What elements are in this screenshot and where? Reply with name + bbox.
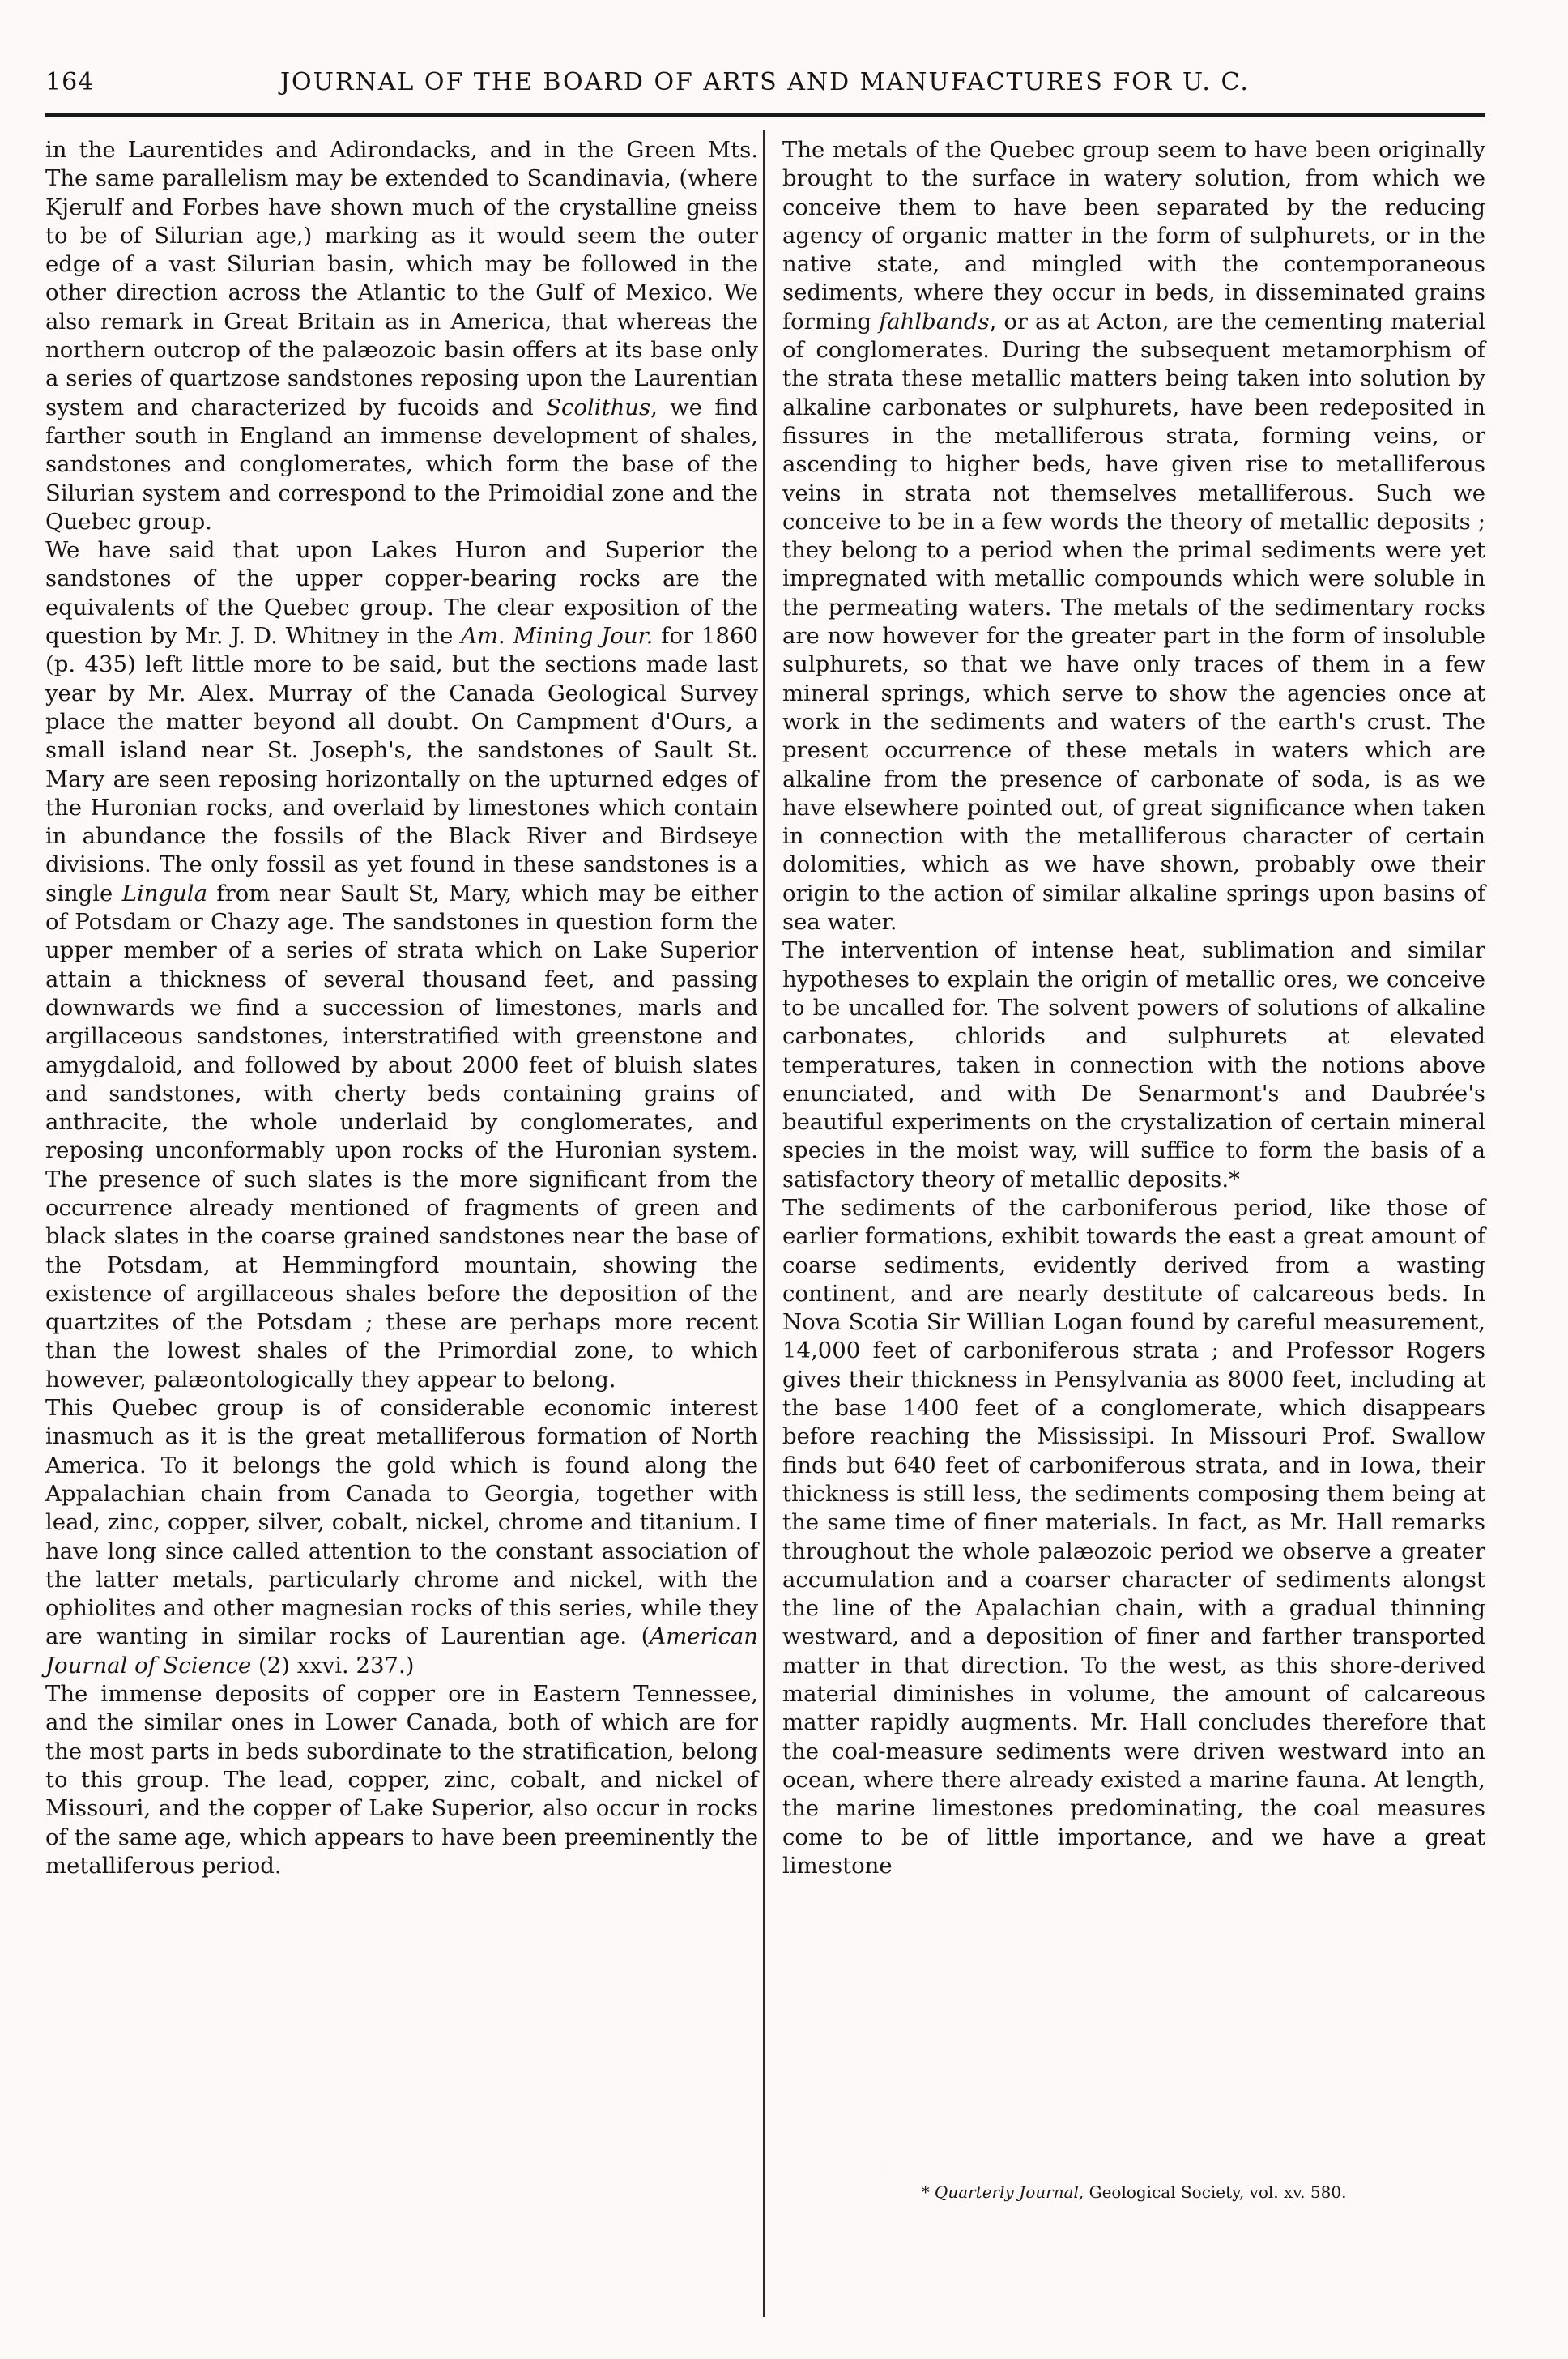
header-rule-thick [45, 113, 1485, 117]
column-divider [763, 130, 765, 2317]
italic-text: Scolithus [546, 394, 651, 420]
italic-text: American Journal of Science [45, 1623, 758, 1679]
paragraph-text: The metals of the Quebec group seem to have been originally brought to the surface in watery solution, from which we conceive them to have been separated by the reducing agency of organic matter in the form of sulphurets, or in the native state, and mingled with the contemporaneous sediments, where they occur in beds, in disseminated grains forming [782, 137, 1485, 335]
paragraph-text: in the Laurentides and Adirondacks, and in the Green Mts. The same parallelism may be extended to Scandinavia, (where Kjerulf and Forbes have shown much of the crystalline gneiss to be of Silurian age,) marking as it would seem the outer edge of a vast Silurian basin, which may be followed in the other direction across the Atlantic to the Gulf of Mexico. We also remark in Great Britain as in America, that whereas the northern outcrop of the palæozoic basin offers at its base only a series of quartzose sandstones reposing upon the Laurentian system and characterized by fucoids and [45, 137, 758, 420]
paragraph [45, 1394, 758, 1680]
running-header [45, 68, 1485, 104]
left-column [45, 136, 758, 1880]
paragraph [45, 1680, 758, 1880]
paragraph-text: This Quebec group is of considerable economic interest inasmuch as it is the great metalliferous formation of North America. To it belongs the gold which is found along the Appalachian chain from Canada to Georgia, together with lead, zinc, copper, silver, cobalt, nickel, chrome and titanium. I have long since called attention to the constant association of the latter metals, particularly chrome and nickel, with the ophiolites and other magnesian rocks of this series, while they are wanting in similar rocks of Laurentian age. ( [45, 1395, 758, 1650]
footnote-citation: , Geological Society, vol. xv. 580. [1078, 2182, 1347, 2202]
page-number: 164 [45, 68, 95, 96]
footnote-journal: Quarterly Journal [934, 2182, 1079, 2202]
paragraph-text: We have said that upon Lakes Huron and Superior the sandstones of the upper copper-bearing rocks are the equivalents of the Quebec group. The clear exposition of the question by Mr. J. D. Whitney in the [45, 537, 758, 650]
paragraph-text: , we find farther south in England an immense development of shales, sandstones and conglomerates, which form the base of the Silurian system and correspond to the Primoidial zone and the Quebec group. [45, 394, 758, 535]
footnote-marker: * [921, 2182, 930, 2202]
italic-text: Lingula [121, 880, 207, 906]
journal-title: JOURNAL OF THE BOARD OF ARTS AND MANUFACTURES FOR U. C. [280, 68, 1250, 96]
italic-text: Am. Mining Jour. [461, 623, 654, 650]
paragraph-text: , or as at Acton, are the cementing material of conglomerates. During the subsequent metamorphism of the strata these metallic matters being taken into solution by alkaline carbonates or sulphurets, have been redeposited in fissures in the metalliferous strata, forming veins, or ascending to higher beds, have given rise to metalliferous veins in strata not themselves metalliferous. Such we conceive to be in a few words the theory of metallic deposits ; they belong to a period when the primal sediments were yet impregnated with metallic compounds which were soluble in the permeating waters. The metals of the sedimentary rocks are now however for the greater part in the form of insoluble sulphurets, so that we have only traces of them in a few mineral springs, which serve to show the agencies once at work in the sediments and waters of the earth's crust. The present occurrence of these metals in waters which are alkaline from the presence of carbonate of soda, is as we have elsewhere pointed out, of great significance when taken in connection with the metalliferous character of certain dolomities, which as we have shown, probably owe their origin to the action of similar alkaline springs upon basins of sea water. [782, 308, 1485, 936]
paragraph-text: for 1860 (p. 435) left little more to be said, but the sections made last year by Mr. Alex. Murray of the Canada Geological Survey place the matter beyond all doubt. On Campment d'Ours, a small island near St. Joseph's, the sandstones of Sault St. Mary are seen reposing horizontally on the upturned edges of the Huronian rocks, and overlaid by limestones which contain in abundance the fossils of the Black River and Birdseye divisions. The only fossil as yet found in these sandstones is a single [45, 623, 758, 906]
paragraph-text: The intervention of intense heat, sublimation and similar hypotheses to explain the origin of metallic ores, we conceive to be uncalled for. The solvent powers of solutions of alkaline carbonates, chlorids and sulphurets at elevated temperatures, taken in connection with the notions above enunciated, and with De Senarmont's and Daubrée's beautiful experiments on the crystalization of certain mineral species in the moist way, will suffice to form the basis of a satisfactory theory of metallic deposits.* [782, 937, 1485, 1192]
right-column [782, 136, 1485, 1880]
paragraph-text: The sediments of the carboniferous period, like those of earlier formations, exhibit towards the east a great amount of coarse sediments, evidently derived from a wasting continent, and are nearly destitute of calcareous beds. In Nova Scotia Sir Willian Logan found by careful measurement, 14,000 feet of carboniferous strata ; and Professor Rogers gives their thickness in Pensylvania as 8000 feet, including at the base 1400 feet of a conglomerate, which disappears before reaching the Mississipi. In Missouri Prof. Swallow finds but 640 feet of carboniferous strata, and in Iowa, their thickness is still less, the sediments composing them being at the same time of finer materials. In fact, as Mr. Hall remarks throughout the whole palæozoic period we observe a greater accumulation and a coarser character of sediments alongst the line of the Apalachian chain, with a gradual thinning westward, and a deposition of finer and farther transported matter in that direction. To the west, as this shore-derived material diminishes in volume, the amount of calcareous matter rapidly augments. Mr. Hall concludes therefore that the coal-measure sediments were driven westward into an ocean, where there already existed a marine fauna. At length, the marine limestones predominating, the coal measures come to be of little importance, and we have a great limestone [782, 1194, 1485, 1879]
paragraph-text: The immense deposits of copper ore in Eastern Tennessee, and the similar ones in Lower Canada, both of which are for the most parts in beds subordinate to the stratification, belong to this group. The lead, copper, zinc, cobalt, and nickel of Missouri, and the copper of Lake Superior, also occur in rocks of the same age, which appears to have been preeminently the metalliferous period. [45, 1681, 758, 1879]
paragraph [782, 136, 1485, 936]
paragraph [782, 1194, 1485, 1880]
paragraph-text: from near Sault St, Mary, which may be either of Potsdam or Chazy age. The sandstones in question form the upper member of a series of strata which on Lake Superior attain a thickness of several thousand feet, and passing downwards we find a succession of limestones, marls and argillaceous sandstones, interstratified with greenstone and amygdaloid, and followed by about 2000 feet of bluish slates and sandstones, with cherty beds containing grains of anthracite, the whole underlaid by conglomerates, and reposing unconformably upon rocks of the Huronian system. The presence of such slates is the more significant from the occurrence already mentioned of fragments of green and black slates in the coarse grained sandstones near the base of the Potsdam, at Hemmingford mountain, showing the existence of argillaceous shales before the deposition of the quartzites of the Potsdam ; these are perhaps more recent than the lowest shales of the Primordial zone, to which however, palæontologically they appear to belong. [45, 880, 758, 1393]
italic-text: fahlbands [879, 308, 990, 335]
footnote [782, 2182, 1485, 2202]
paragraph [782, 936, 1485, 1194]
paragraph [45, 136, 758, 536]
paragraph [45, 536, 758, 1394]
paragraph-text: (2) xxvi. 237.) [251, 1652, 415, 1679]
